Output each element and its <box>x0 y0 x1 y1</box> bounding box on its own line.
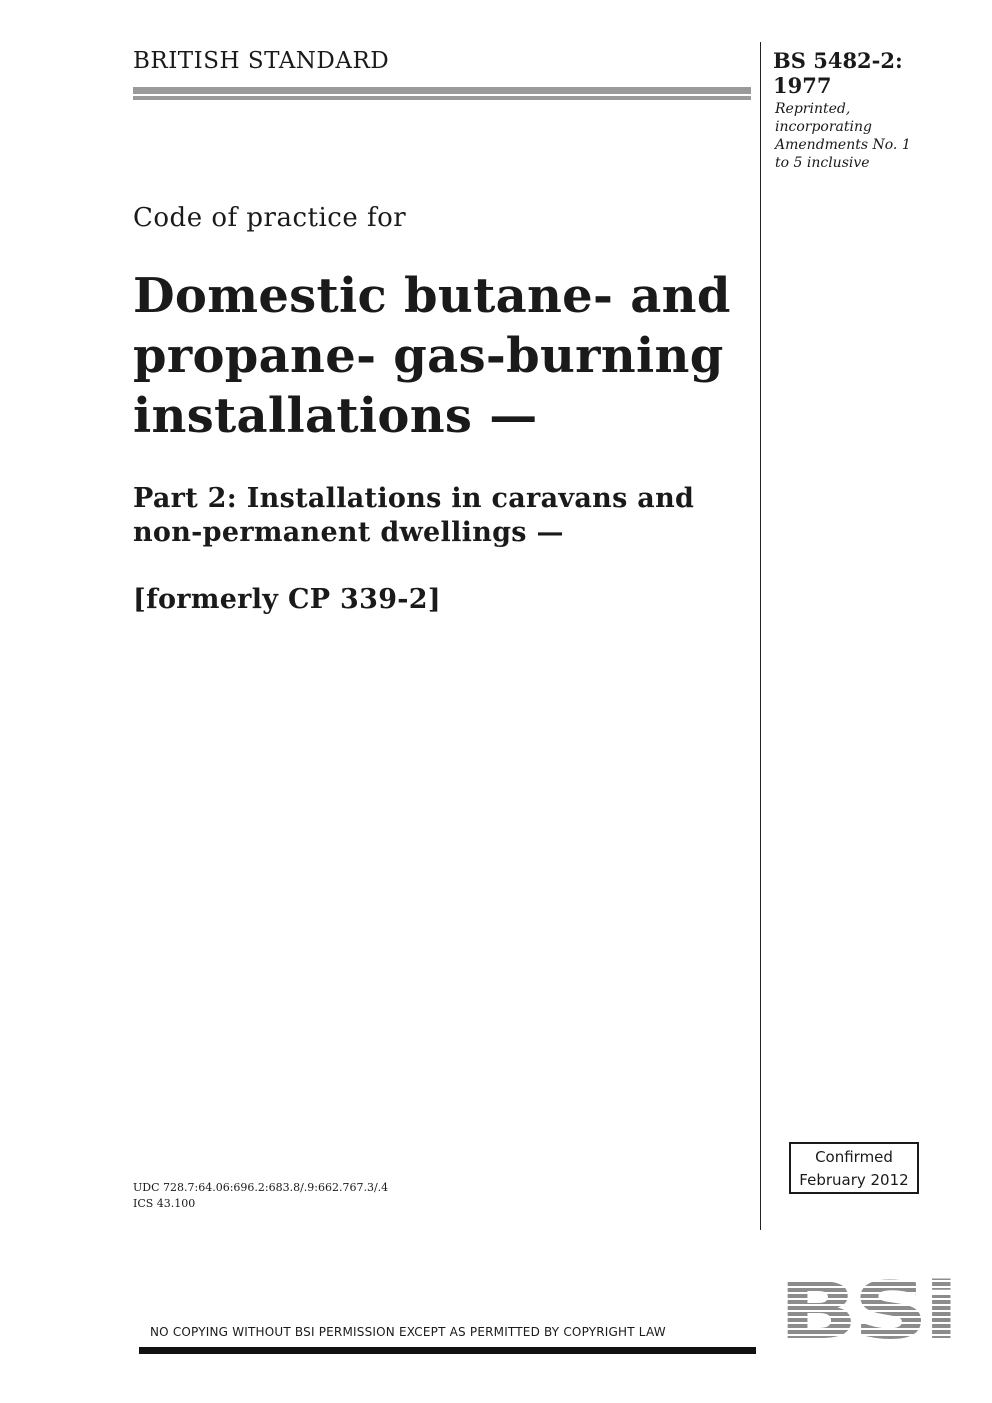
reprint-note <box>775 100 911 172</box>
standard-number <box>773 48 903 98</box>
footer-rule <box>139 1347 756 1354</box>
formerly-reference: [formerly CP 339-2] <box>133 584 441 615</box>
ics-code: ICS 43.100 <box>133 1197 196 1210</box>
reprint-line: incorporating <box>775 119 872 135</box>
copyright-notice: NO COPYING WITHOUT BSI PERMISSION EXCEPT AS PERMITTED BY COPYRIGHT LAW <box>150 1325 666 1339</box>
part-title-line: non-permanent dwellings — <box>133 517 564 548</box>
bsi-logo <box>778 1276 954 1342</box>
confirmed-label: Confirmed <box>815 1148 893 1166</box>
udc-code: UDC 728.7:64.06:696.2:683.8/.9:662.767.3/.4 <box>133 1181 389 1194</box>
confirmed-date: February 2012 <box>799 1171 909 1189</box>
part-title-line: Part 2: Installations in caravans and <box>133 483 695 514</box>
main-title-line: Domestic butane- and <box>133 268 731 324</box>
header-rule-thin <box>133 96 751 100</box>
column-divider <box>760 42 761 1230</box>
reprint-line: Amendments No. 1 <box>775 137 911 153</box>
reprint-line: Reprinted, <box>775 101 851 117</box>
main-title <box>133 266 731 446</box>
reprint-line: to 5 inclusive <box>775 155 870 171</box>
code-of-practice-label: Code of practice for <box>133 203 407 233</box>
classification-codes <box>133 1180 388 1212</box>
main-title-line: installations — <box>133 388 538 444</box>
header-label: BRITISH STANDARD <box>133 48 390 74</box>
main-title-line: propane- gas-burning <box>133 328 724 384</box>
part-title <box>133 482 694 550</box>
header-rule-thick <box>133 87 751 94</box>
confirmed-stamp <box>789 1142 919 1194</box>
bsi-logo-text: BSi <box>778 1276 954 1342</box>
standard-number-line2: 1977 <box>773 73 832 98</box>
standard-number-line1: BS 5482-2: <box>773 48 903 73</box>
